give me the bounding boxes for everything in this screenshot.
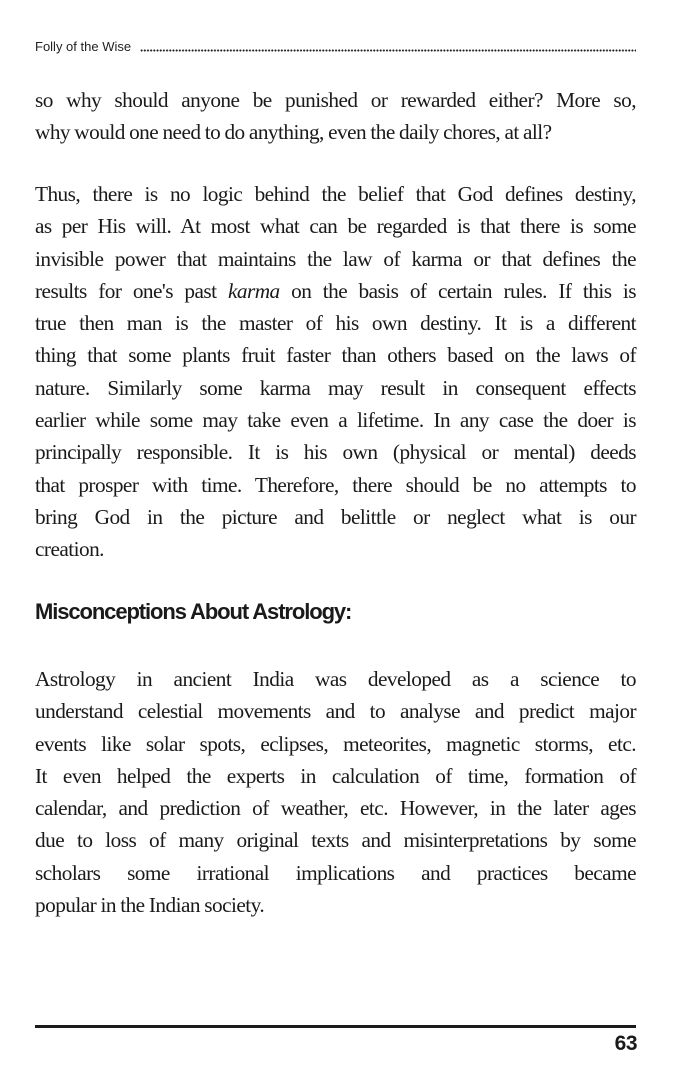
text-line: invisible power that maintains the law of karma or that defines the	[35, 246, 636, 271]
paragraph-astrology	[35, 663, 636, 921]
italic-term-karma: karma	[227, 278, 280, 303]
text-line: Astrology in ancient India was developed as a science to	[35, 667, 636, 691]
text-line: principally responsible. It is his own (physical or mental) deeds	[35, 440, 636, 465]
text-line: Thus, there is no logic behind the belief that God defines destiny,	[35, 182, 636, 206]
text-line: bring God in the picture and belittle or neglect what is our	[35, 504, 636, 529]
running-header-title: Folly of the Wise	[35, 39, 132, 54]
text-line: calendar, and prediction of weather, etc. However, in the later ages	[35, 796, 636, 821]
text-segment: results for one's past	[35, 278, 228, 303]
text-line: earlier while some may take even a lifetime. In any case the doer is	[35, 408, 636, 433]
text-line: creation.	[35, 537, 104, 562]
text-line: thing that some plants fruit faster than others based on the laws of	[35, 343, 636, 368]
text-line: why would one need to do anything, even the daily chores, at all?	[35, 120, 552, 145]
text-line: events like solar spots, eclipses, meteorites, magnetic storms, etc.	[35, 731, 636, 756]
text-line: nature. Similarly some karma may result in consequent effects	[35, 375, 636, 400]
text-line: understand celestial movements and to analyse and predict major	[35, 699, 636, 724]
paragraph-continuation	[35, 84, 636, 149]
paragraph-destiny	[35, 178, 636, 566]
running-header	[35, 36, 636, 54]
page-number: 63	[614, 1032, 637, 1055]
text-segment: on the basis of certain rules. If this is	[279, 278, 637, 303]
text-line: popular in the Indian society.	[35, 893, 265, 918]
header-dotted-leader	[140, 49, 636, 52]
text-line: scholars some irrational implications and practices became	[35, 860, 636, 885]
text-line: It even helped the experts in calculation of time, formation of	[35, 763, 636, 788]
text-line: true then man is the master of his own destiny. It is a different	[35, 311, 636, 336]
text-line: so why should anyone be punished or rewarded either? More so,	[35, 88, 636, 112]
text-line: due to loss of many original texts and misinterpretations by some	[35, 828, 636, 853]
text-line-with-italic	[35, 275, 636, 307]
section-heading: Misconceptions About Astrology:	[35, 599, 352, 624]
text-line: that prosper with time. Therefore, there should be no attempts to	[35, 472, 636, 497]
text-line: as per His will. At most what can be regarded is that there is some	[35, 214, 636, 239]
footer-divider	[35, 1025, 636, 1028]
